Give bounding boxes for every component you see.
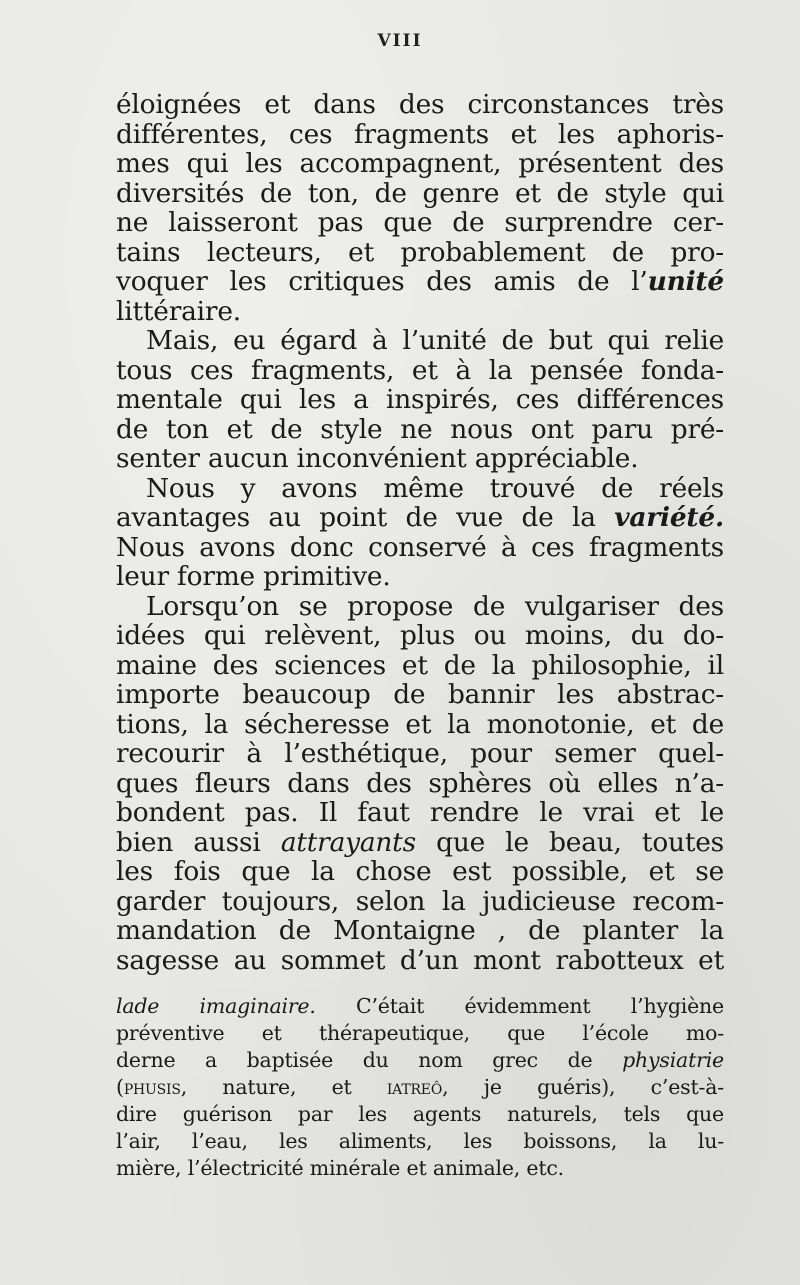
text-line: sagesse au sommet d’un mont rabotteux et bbox=[116, 944, 724, 976]
paragraph-end-line: leur forme primitive. bbox=[116, 561, 391, 592]
text-line: voquer les critiques des amis de l’unité bbox=[116, 266, 724, 297]
text-line: ques fleurs dans des sphères où elles n’a- bbox=[116, 767, 724, 799]
paragraph-end-line: littéraire. bbox=[116, 295, 241, 327]
text-line: Nous avons donc conservé à ces fragments bbox=[116, 531, 724, 563]
greek-word-phusis: phusis bbox=[123, 1075, 181, 1099]
footnote-line: préventive et thérapeutique, que l’école mo- bbox=[116, 1021, 724, 1045]
text-line: de ton et de style ne nous ont paru pré- bbox=[116, 413, 724, 445]
emphasis-attrayants: attrayants bbox=[280, 826, 416, 858]
page-number: VIII bbox=[377, 31, 423, 51]
paragraph-start-line: Nous y avons même trouvé de réels bbox=[146, 472, 724, 504]
footnote-line: (phusis, nature, et iatreô, je guéris), c’est-à- bbox=[116, 1075, 724, 1099]
text-line: les fois que la chose est possible, et se bbox=[116, 856, 724, 887]
text-line: importe beaucoup de bannir les abstrac- bbox=[116, 679, 724, 710]
text-line: idées qui relèvent, plus ou moins, du do- bbox=[116, 620, 724, 651]
text-line: tains lecteurs, et probablement de pro- bbox=[116, 236, 724, 268]
footnote-line: mière, l’électricité minérale et animale, etc. bbox=[116, 1156, 564, 1180]
text-line: ne laisseront pas que de surprendre cer- bbox=[116, 207, 724, 238]
text-line: mentale qui les a inspirés, ces différences bbox=[116, 384, 724, 415]
text-line: bien aussi attrayants que le beau, toutes bbox=[116, 826, 724, 858]
text-line: mandation de Montaigne , de planter la bbox=[116, 915, 724, 946]
text-line: éloignées et dans des circonstances très bbox=[116, 89, 724, 120]
text-line: tions, la sécheresse et la monotonie, et de bbox=[116, 708, 724, 740]
greek-word-iatreo: iatreô bbox=[386, 1075, 443, 1099]
footnote-line: dire guérison par les agents naturels, tels que bbox=[116, 1102, 724, 1126]
main-text bbox=[116, 90, 724, 975]
footnote-line: derne a baptisée du nom grec de physiatrie bbox=[116, 1048, 724, 1072]
text-line: différentes, ces fragments et les aphoris- bbox=[116, 118, 724, 150]
text-line: diversités de ton, de genre et de style qui bbox=[116, 177, 724, 209]
footnote-line: l’air, l’eau, les aliments, les boissons, la lu- bbox=[116, 1129, 724, 1153]
text-line: recourir à l’esthétique, pour semer quel- bbox=[116, 738, 724, 769]
emphasis-physiatrie: physiatrie bbox=[622, 1048, 724, 1072]
footnote bbox=[116, 993, 724, 1182]
text-line: avantages au point de vue de la variété. bbox=[116, 502, 724, 533]
paragraph-end-line: senter aucun inconvénient appréciable. bbox=[116, 443, 639, 474]
text-line: bondent pas. Il faut rendre le vrai et le bbox=[116, 797, 724, 828]
text-line: tous ces fragments, et à la pensée fonda- bbox=[116, 354, 724, 386]
text-line: maine des sciences et de la philosophie, il bbox=[116, 649, 724, 681]
emphasis-title: lade imaginaire. bbox=[116, 994, 316, 1018]
emphasis-unite: unité bbox=[647, 266, 724, 297]
footnote-line: lade imaginaire. C’était évidemment l’hygiène bbox=[116, 994, 724, 1018]
paragraph-start-line: Lorsqu’on se propose de vulgariser des bbox=[146, 590, 724, 622]
text-line: garder toujours, selon la judicieuse recom- bbox=[116, 885, 724, 917]
paragraph-start-line: Mais, eu égard à l’unité de but qui relie bbox=[146, 325, 724, 356]
text-line: mes qui les accompagnent, présentent des bbox=[116, 148, 724, 179]
emphasis-variete: variété. bbox=[614, 502, 724, 533]
